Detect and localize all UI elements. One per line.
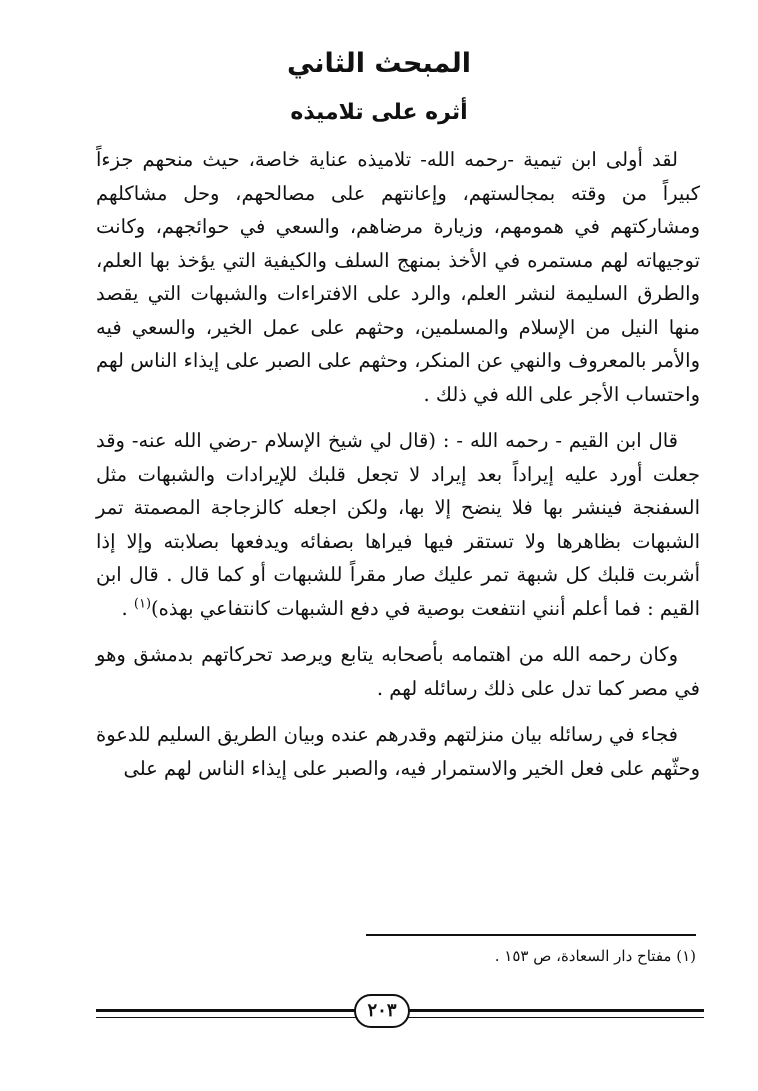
footer-rule-left (96, 1009, 358, 1018)
paragraph-1: لقد أولى ابن تيمية -رحمه الله- تلاميذه عناية خاصة، حيث منحهم جزءاً كبيراً من وقته بمجالستهم، وإعانتهم على مصالحهم، وحل مشاكلهم ومشاركتهم في همومهم، وزيارة مرضاهم، والسعي في حوائجهم، وكانت توجيهاته لهم مستمره في الأخذ بمنهج السلف والكيفية التي يؤخذ بها العلم، والطرق السليمة لنشر العلم، والرد على الافتراءات والشبهات التي يقصد منها النيل من الإسلام والمسلمين، وحثهم على عمل الخير، والسعي فيه والأمر بالمعروف والنهي عن المنكر، وحثهم على الصبر على إيذاء الناس لهم واحتساب الأجر على الله في ذلك . (96, 148, 700, 406)
page-number: ٢٠٣ (354, 994, 410, 1028)
section-title: المبحث الثاني (287, 48, 471, 79)
footnote-divider (366, 934, 696, 936)
body-text (96, 143, 700, 785)
footnote: (١) مفتاح دار السعادة، ص ١٥٣ . (494, 947, 696, 965)
paragraph-2-tail: . (121, 596, 134, 620)
paragraph-2-text: قال ابن القيم - رحمه الله - : (قال لي شيخ الإسلام -رضي الله عنه- وقد جعلت أورد عليه إيراداً بعد إيراد لا تجعل قلبك للإيرادات والشبهات مثل السفنجة فينشر بها فلا ينضح إلا بها، ولكن اجعله كالزجاجة المصمتة تمر الشبهات بظاهرها ولا تستقر فيها فيراها بصفائه ويدفعها بصلابته وإلا إذا أشربت قلبك كل شبهة تمر عليك صار مقراً للشبهات أو كما قال . قال ابن القيم : فما أعلم أنني انتفعت بوصية في دفع الشبهات كانتفاعي بهذه) (96, 429, 700, 620)
footer-rule-right (404, 1009, 704, 1018)
paragraph-2 (96, 424, 700, 625)
paragraph-3: وكان رحمه الله من اهتمامه بأصحابه يتابع ويرصد تحركاتهم بدمشق وهو في مصر كما تدل على ذلك رسائله لهم . (96, 643, 700, 700)
paragraph-4: فجاء في رسائله بيان منزلتهم وقدرهم عنده وبيان الطريق السليم للدعوة وحثّهم على فعل الخير والاستمرار فيه، والصبر على إيذاء الناس لهم على (96, 723, 700, 780)
section-subtitle: أثره على تلاميذه (290, 100, 468, 125)
footnote-reference: (١) (133, 596, 152, 611)
